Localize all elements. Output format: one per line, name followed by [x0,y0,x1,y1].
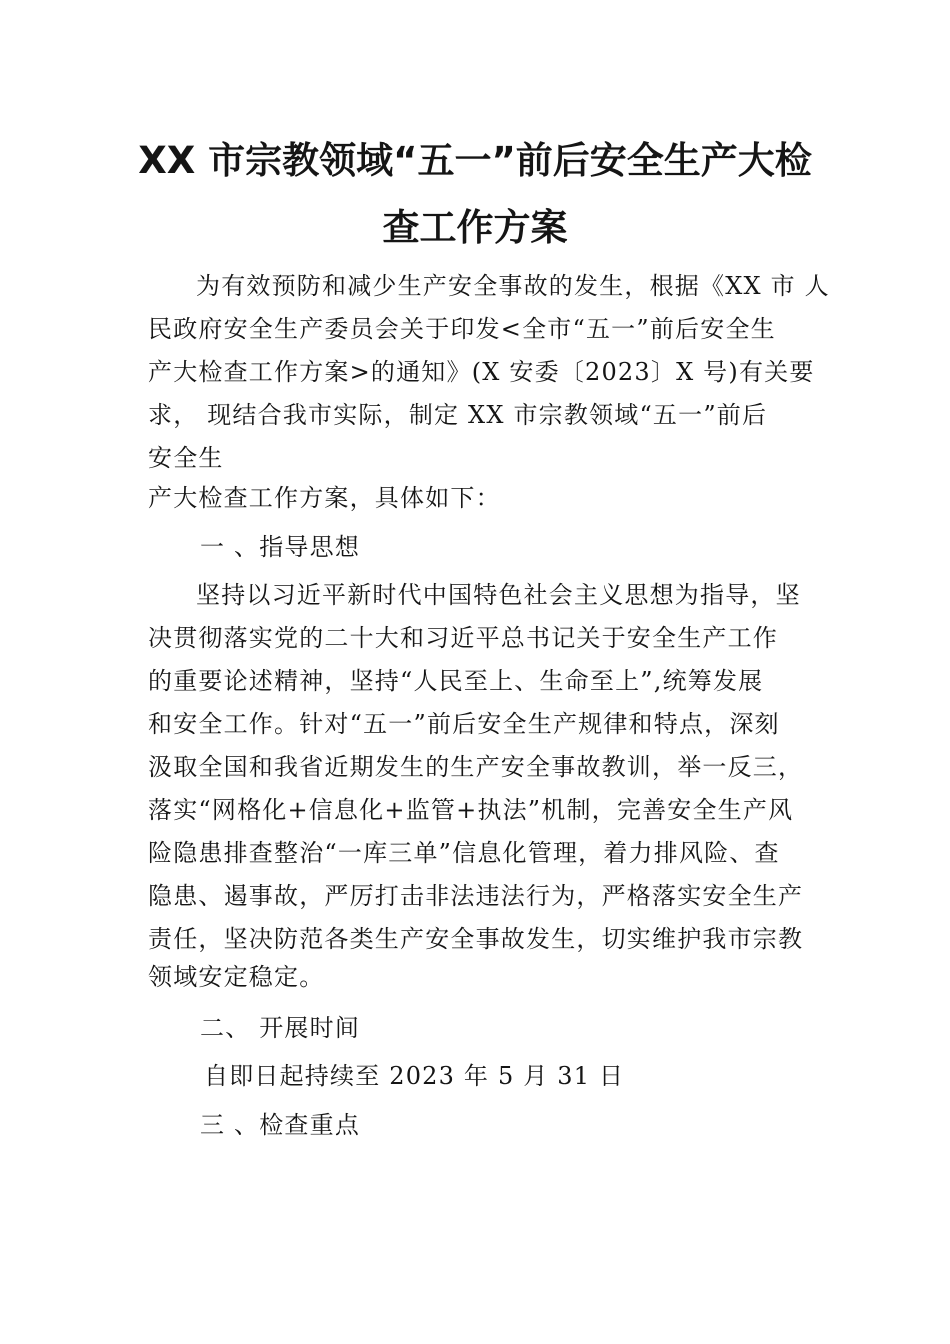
schedule-text: 自即日起持续至 2023 年 5 月 31 日 [204,1062,625,1090]
section1-line-4: 和安全工作。针对“五一”前后安全生产规律和特点，深刻 [148,710,780,738]
section1-line-6: 落实“网格化+信息化+监管+执法”机制，完善安全生产风 [148,796,794,824]
section-heading-schedule: 二、 开展时间 [200,1014,361,1042]
document-title-line-2: 查工作方案 [382,206,568,249]
document-title-line-1: XX 市宗教领域“五一”前后安全生产大检 [138,139,812,182]
section1-line-9: 责任，坚决防范各类生产安全事故发生，切实维护我市宗教 [148,925,804,953]
section-heading-inspection-focus: 三 、检查重点 [200,1111,361,1139]
intro-line-6: 产大检查工作方案，具体如下： [148,484,501,512]
section1-line-8: 隐患、遏事故，严厉打击非法违法行为，严格落实安全生产 [148,882,804,910]
intro-line-1: 为有效预防和减少生产安全事故的发生，根据《XX 市 人 [196,272,830,300]
section1-line-2: 决贯彻落实党的二十大和习近平总书记关于安全生产工作 [148,624,778,652]
intro-line-2: 民政府安全生产委员会关于印发<全市“五一”前后安全生 [148,315,776,343]
intro-line-3: 产大检查工作方案>的通知》(X 安委〔2023〕X 号)有关要 [148,358,815,386]
section1-line-1: 坚持以习近平新时代中国特色社会主义思想为指导，坚 [196,581,801,609]
intro-line-4: 求， 现结合我市实际，制定 XX 市宗教领域“五一”前后 [148,401,768,429]
section1-line-5: 汲取全国和我省近期发生的生产安全事故教训，举一反三， [148,753,804,781]
section1-line-7: 险隐患排查整治“一库三单”信息化管理，着力排风险、查 [148,839,780,867]
intro-line-5: 安全生 [148,444,224,472]
section1-line-3: 的重要论述精神，坚持“人民至上、生命至上”,统筹发展 [148,667,764,695]
section-heading-guiding-thought: 一 、指导思想 [200,533,361,561]
section1-line-10: 领域安定稳定。 [148,963,325,991]
